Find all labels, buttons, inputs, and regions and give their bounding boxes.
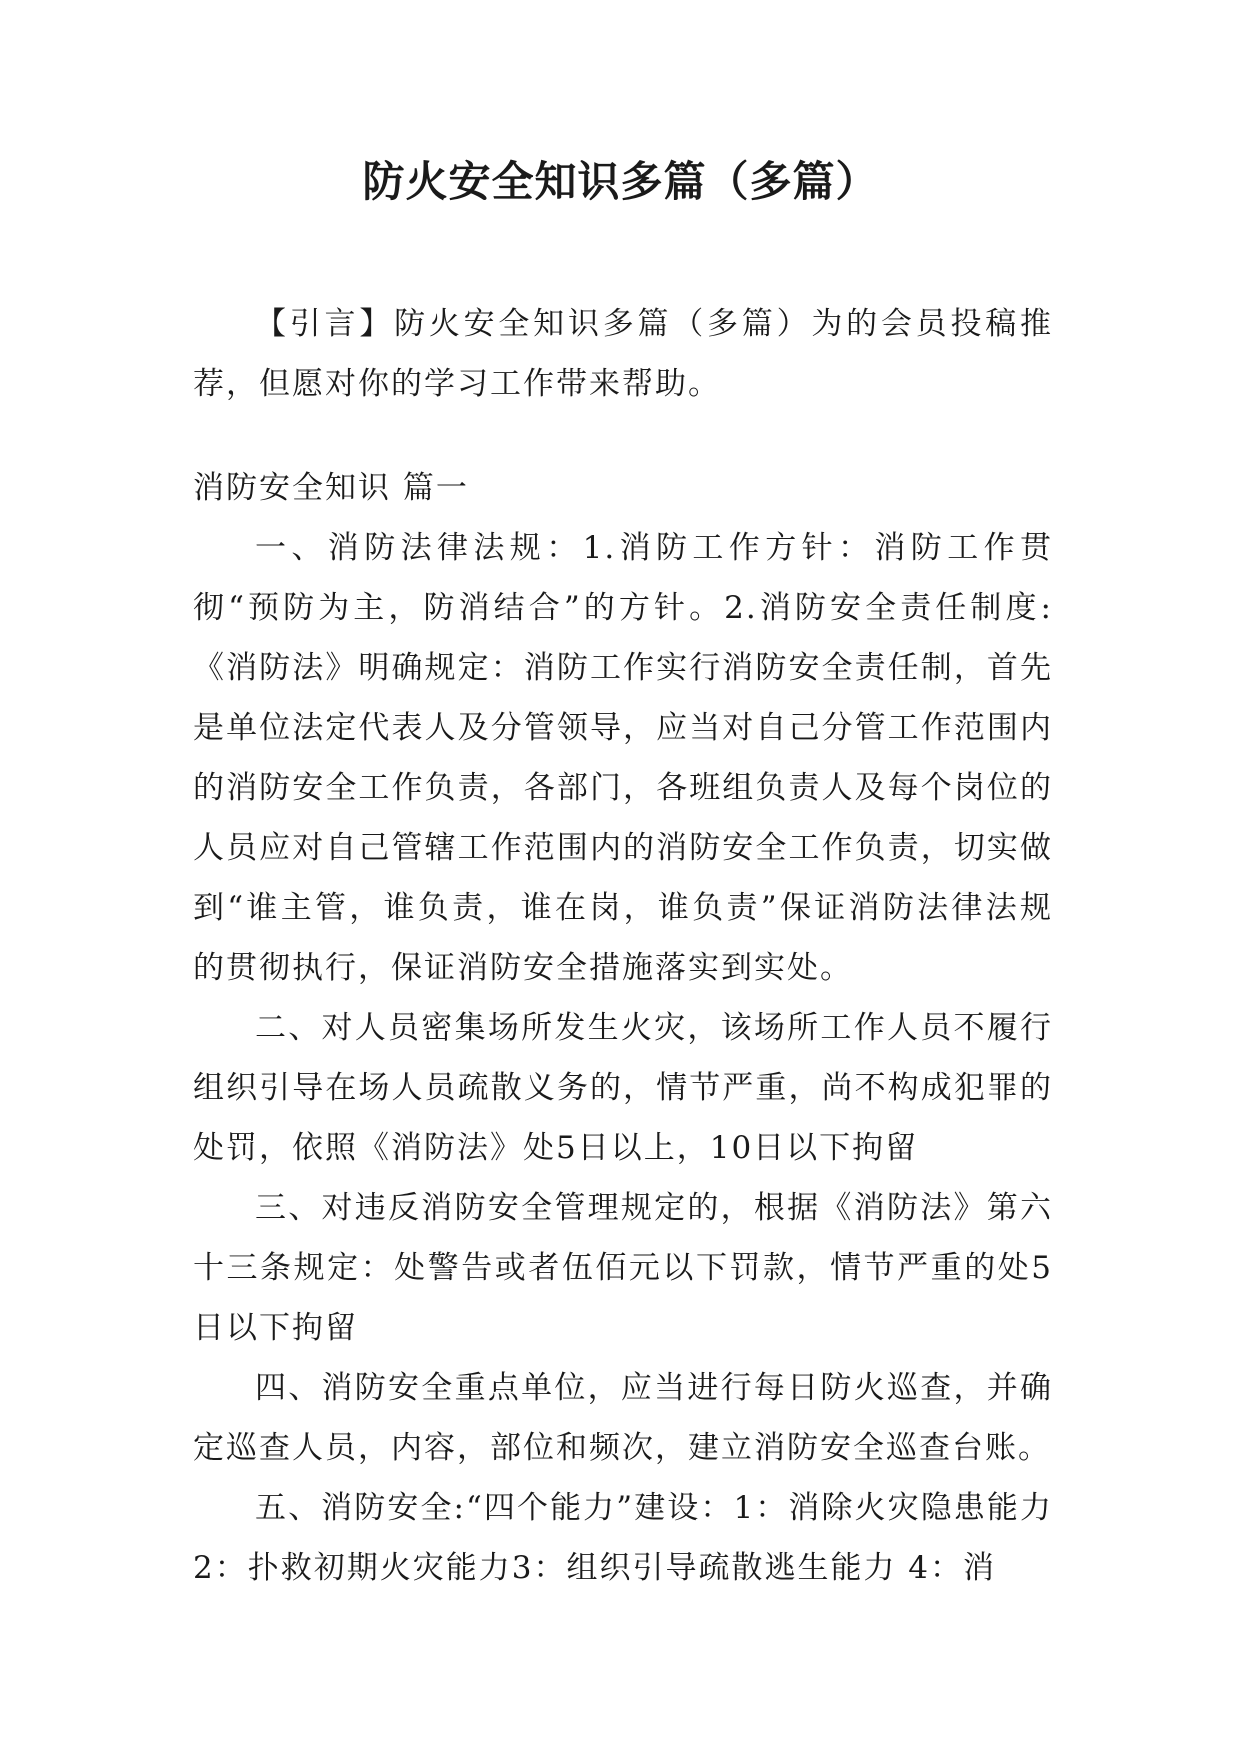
paragraph-5: 五、消防安全:“四个能力”建设：1：消除火灾隐患能力 2：扑救初期火灾能力3：组织引导疏散逃生能力 4：消 [193,1490,1053,1586]
section-heading: 消防安全知识 篇一 [193,470,469,506]
paragraph-1: 一、消防法律法规：1.消防工作方针：消防工作贯彻“预防为主，防消结合”的方针。2.消防安全责任制度:《消防法》明确规定：消防工作实行消防安全责任制，首先是单位法定代表人及分管领导，应当对自己分管工作范围内的消防安全工作负责，各部门，各班组负责人及每个岗位的人员应对自己管辖工作范围内的消防安全工作负责，切实做到“谁主管，谁负责，谁在岗，谁负责”保证消防法律法规的贯彻执行，保证消防安全措施落实到实处。 [193,530,1053,986]
paragraph-2: 二、对人员密集场所发生火灾，该场所工作人员不履行组织引导在场人员疏散义务的，情节严重，尚不构成犯罪的处罚，依照《消防法》处5日以上，10日以下拘留 [193,1010,1053,1166]
content-block [193,458,1053,1598]
paragraph-4: 四、消防安全重点单位，应当进行每日防火巡查，并确定巡查人员，内容，部位和频次，建立消防安全巡查台账。 [193,1370,1053,1466]
document-title: 防火安全知识多篇（多篇） [362,157,879,206]
intro-paragraph: 【引言】防火安全知识多篇（多篇）为的会员投稿推荐，但愿对你的学习工作带来帮助。 [193,306,1053,402]
intro-block [193,294,1053,414]
paragraph-3: 三、对违反消防安全管理规定的，根据《消防法》第六十三条规定：处警告或者伍佰元以下罚款，情节严重的处5日以下拘留 [193,1190,1053,1346]
